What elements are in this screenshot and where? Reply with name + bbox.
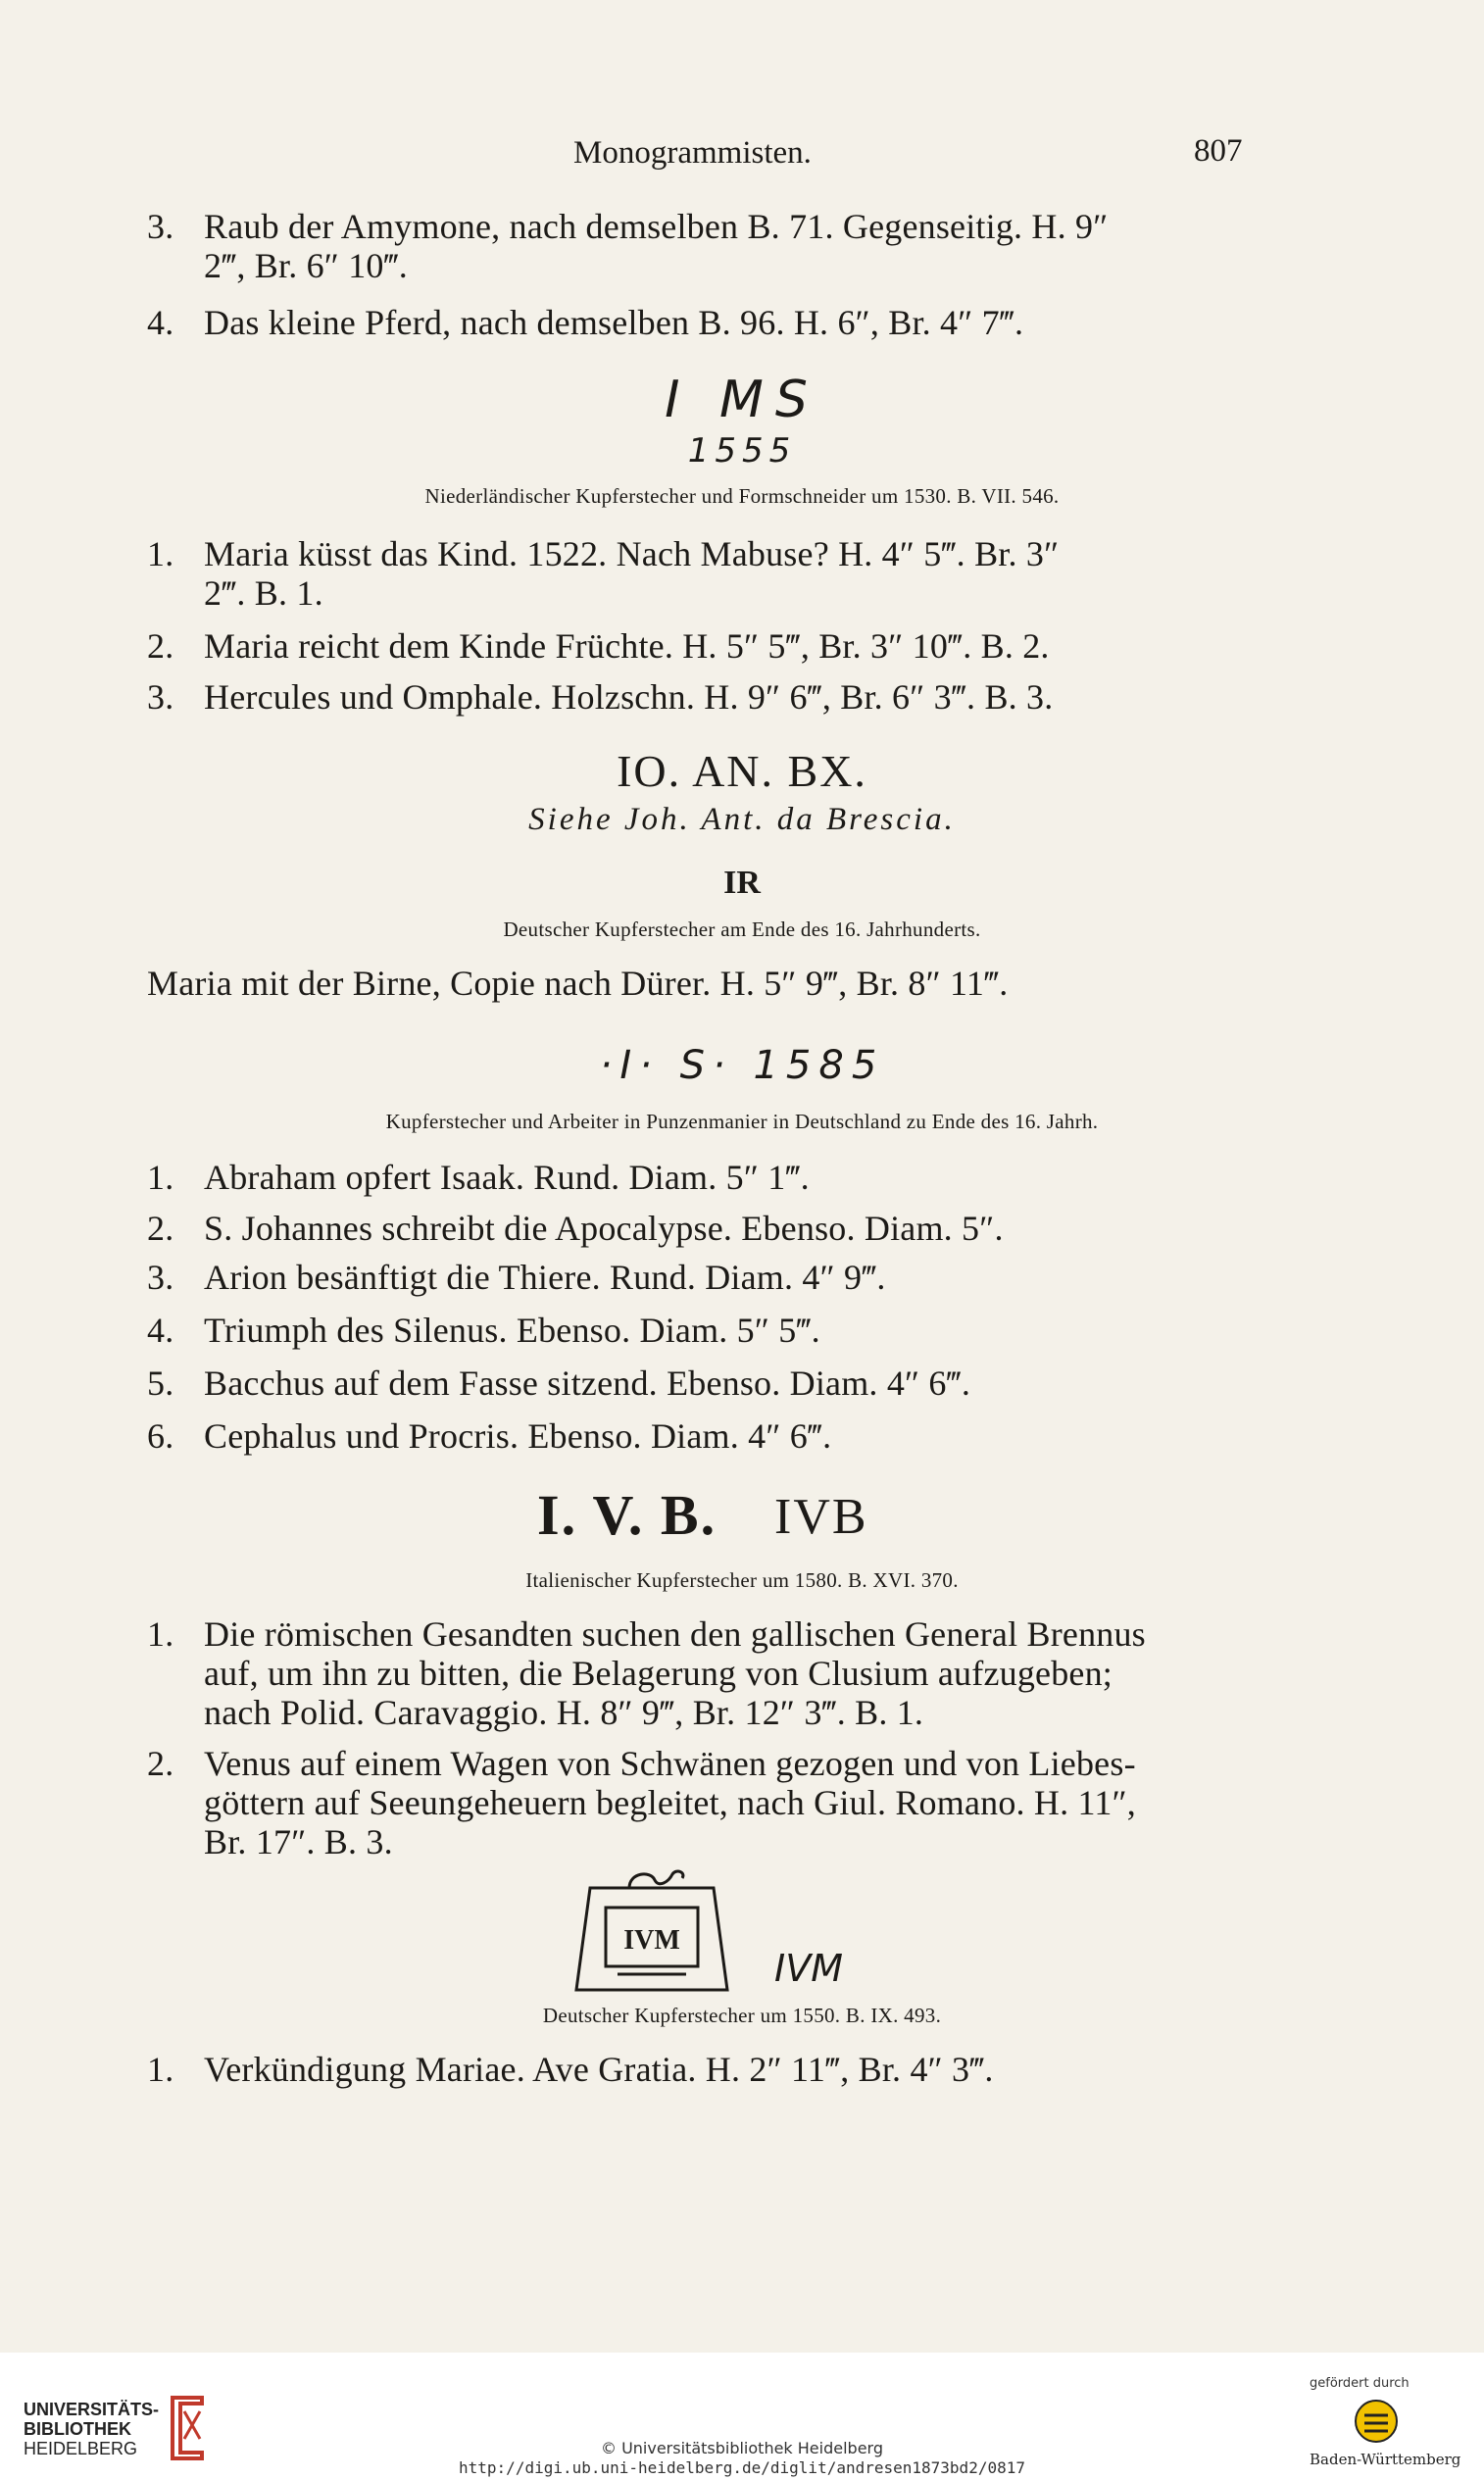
entry-number: 4. (147, 1311, 174, 1350)
entry-line (147, 676, 1053, 718)
entry-text: Maria küsst das Kind. 1522. Nach Mabuse? H. 4″ 5‴. Br. 3″ (204, 534, 1060, 573)
entry-number: 5. (147, 1364, 174, 1403)
entry-line (147, 1157, 810, 1198)
coat-of-arms-icon (1353, 2398, 1400, 2445)
entry-number: 1. (147, 1158, 174, 1197)
monogram-ivm: IVM (774, 1947, 843, 1990)
library-name-line: UNIVERSITÄTS- (24, 2400, 160, 2419)
entry-line (147, 625, 1050, 667)
entry-number: 1. (147, 2050, 174, 2089)
entry-line (147, 1743, 1136, 1784)
entry-number: 4. (147, 303, 174, 342)
tablet-letters: IVM (623, 1925, 680, 1956)
coat-of-arms (1353, 2398, 1400, 2445)
section-title: IO. AN. BX. (617, 746, 867, 796)
entry-text: Verkündigung Mariae. Ave Gratia. H. 2″ 11‴, Br. 4″ 3‴. (204, 2050, 994, 2089)
cross-reference: Siehe Joh. Ant. da Brescia. (528, 802, 956, 837)
monogram-ims: I MS (665, 371, 819, 429)
artist-caption: Kupferstecher und Arbeiter in Punzenmanier in Deutschland zu Ende des 16. Jahrh. (385, 1110, 1099, 1133)
entry-line (147, 1257, 886, 1298)
entry-continuation: 2‴, Br. 6″ 10‴. (204, 246, 408, 285)
entry-line (147, 302, 1023, 343)
page-number: 807 (1194, 133, 1243, 169)
section-title: I. V. B. (537, 1483, 717, 1547)
monogram-year: 1555 (687, 431, 797, 471)
funding-label: gefördert durch (1310, 2376, 1410, 2391)
entry-text: Das kleine Pferd, nach demselben B. 96. H. 6″, Br. 4″ 7‴. (204, 303, 1024, 342)
entry-number: 2. (147, 626, 174, 666)
entry-text: Raub der Amymone, nach demselben B. 71. Gegenseitig. H. 9″ (204, 207, 1109, 246)
monogram-ivb: IVB (774, 1489, 868, 1545)
entry-line (147, 1363, 970, 1404)
entry-line (147, 1415, 831, 1457)
entry-number: 1. (147, 1614, 174, 1654)
entry-line: Maria mit der Birne, Copie nach Dürer. H. 5″ 9‴, Br. 8″ 11‴. (147, 964, 1009, 1003)
permalink[interactable]: http://digi.ub.uni-heidelberg.de/diglit/andresen1873bd2/0817 (459, 2458, 1025, 2477)
copyright-notice: © Universitätsbibliothek Heidelberg (600, 2439, 883, 2457)
library-name-line: BIBLIOTHEK (24, 2419, 131, 2439)
entry-continuation: 2‴. B. 1. (204, 573, 323, 613)
artist-caption: Niederländischer Kupferstecher und Formschneider um 1530. B. VII. 546. (424, 484, 1060, 508)
entry-line (147, 533, 1059, 574)
artist-caption: Italienischer Kupferstecher um 1580. B. XVI. 370. (525, 1568, 959, 1592)
entry-line (147, 1310, 820, 1351)
entry-text: Triumph des Silenus. Ebenso. Diam. 5″ 5‴. (204, 1311, 820, 1350)
entry-continuation: Br. 17″. B. 3. (204, 1822, 393, 1861)
monogram-ivm-tablet (561, 1868, 743, 1998)
entry-number: 3. (147, 1258, 174, 1297)
entry-number: 3. (147, 207, 174, 246)
entry-text: Arion besänftigt die Thiere. Rund. Diam. 4″ 9‴. (204, 1258, 886, 1297)
entry-text: Cephalus und Procris. Ebenso. Diam. 4″ 6‴. (204, 1416, 832, 1456)
entry-text: S. Johannes schreibt die Apocalypse. Ebenso. Diam. 5″. (204, 1209, 1004, 1248)
entry-number: 6. (147, 1416, 174, 1456)
entry-number: 2. (147, 1744, 174, 1783)
entry-text: Bacchus auf dem Fasse sitzend. Ebenso. Diam. 4″ 6‴. (204, 1364, 971, 1403)
entry-text: Venus auf einem Wagen von Schwänen gezogen und von Liebes- (204, 1744, 1136, 1783)
monogram-ir: IR (723, 865, 761, 901)
entry-line (147, 206, 1108, 247)
entry-number: 1. (147, 534, 174, 573)
library-city-line: HEIDELBERG (24, 2439, 138, 2458)
entry-number: 2. (147, 1209, 174, 1248)
entry-number: 3. (147, 677, 174, 717)
entry-line (147, 2049, 994, 2090)
entry-line (147, 1613, 1146, 1655)
entry-continuation: nach Polid. Caravaggio. H. 8″ 9‴, Br. 12″ 3‴. B. 1. (204, 1693, 924, 1732)
funder-name: Baden-Württemberg (1310, 2451, 1461, 2468)
artist-caption: Deutscher Kupferstecher um 1550. B. IX. 493. (542, 2004, 942, 2027)
entry-text: Maria reicht dem Kinde Früchte. H. 5″ 5‴, Br. 3″ 10‴. B. 2. (204, 626, 1050, 666)
digitization-footer (0, 2353, 1484, 2480)
entry-line (147, 1208, 1004, 1249)
running-header: Monogrammisten. (573, 135, 812, 171)
entry-text: Hercules und Omphale. Holzschn. H. 9″ 6‴, Br. 6″ 3‴. B. 3. (204, 677, 1054, 717)
monogram-is: ·I· S· 1585 (599, 1043, 885, 1088)
artist-caption: Deutscher Kupferstecher am Ende des 16. Jahrhunderts. (503, 918, 981, 941)
entry-text: Abraham opfert Isaak. Rund. Diam. 5″ 1‴. (204, 1158, 810, 1197)
entry-continuation: göttern auf Seeungeheuern begleitet, nach Giul. Romano. H. 11″, (204, 1783, 1136, 1822)
entry-text: Die römischen Gesandten suchen den gallischen General Brennus (204, 1614, 1146, 1654)
entry-continuation: auf, um ihn zu bitten, die Belagerung von Clusium aufzugeben; (204, 1654, 1113, 1693)
